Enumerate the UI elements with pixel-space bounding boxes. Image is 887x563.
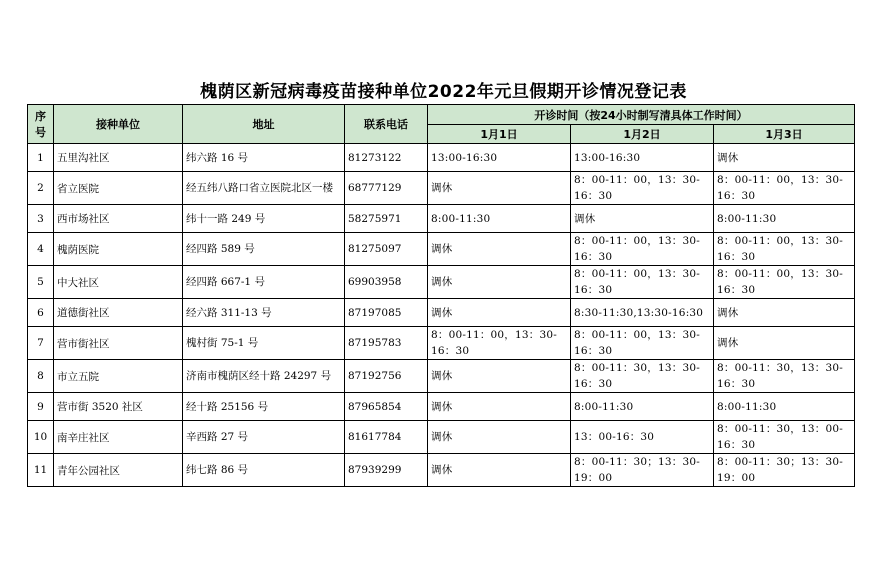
cell-jan3: 8:00-11:30 [714,393,855,421]
cell-unit: 营市街社区 [54,327,183,360]
cell-address: 经四路 589 号 [183,233,345,266]
cell-no: 4 [28,233,54,266]
header-no: 序号 [28,105,54,144]
cell-jan1: 调休 [428,233,571,266]
cell-unit: 青年公园社区 [54,454,183,487]
cell-address: 济南市槐荫区经十路 24297 号 [183,360,345,393]
table-row [28,266,855,299]
header-date-2: 1月2日 [571,125,714,144]
table-row [28,233,855,266]
cell-address: 经六路 311-13 号 [183,299,345,327]
cell-jan3: 8：00-11：00，13：30-16：30 [714,266,855,299]
cell-jan2: 8：00-11：00，13：30-16：30 [571,172,714,205]
cell-jan3: 8：00-11：30；13：30-19：00 [714,454,855,487]
cell-unit: 西市场社区 [54,205,183,233]
table-row [28,172,855,205]
cell-jan1: 调休 [428,393,571,421]
cell-address: 经十路 25156 号 [183,393,345,421]
cell-phone: 81275097 [345,233,428,266]
cell-phone: 58275971 [345,205,428,233]
table-row [28,360,855,393]
table-row [28,393,855,421]
cell-jan1: 8：00-11：00，13：30-16：30 [428,327,571,360]
cell-unit: 槐荫医院 [54,233,183,266]
table-row [28,205,855,233]
cell-jan1: 调休 [428,266,571,299]
cell-jan1: 调休 [428,172,571,205]
cell-jan1: 8:00-11:30 [428,205,571,233]
table-row [28,144,855,172]
header-phone: 联系电话 [345,105,428,144]
cell-phone: 69903958 [345,266,428,299]
header-hours-group: 开诊时间（按24小时制写清具体工作时间） [428,105,855,125]
cell-jan2: 调休 [571,205,714,233]
cell-unit: 南辛庄社区 [54,421,183,454]
header-date-3: 1月3日 [714,125,855,144]
cell-jan3: 8:00-11:30 [714,205,855,233]
cell-jan2: 8：00-11：00，13：30-16：30 [571,266,714,299]
cell-jan2: 13：00-16：30 [571,421,714,454]
cell-jan2: 8:00-11:30 [571,393,714,421]
cell-address: 辛西路 27 号 [183,421,345,454]
cell-no: 7 [28,327,54,360]
cell-no: 2 [28,172,54,205]
cell-unit: 道德街社区 [54,299,183,327]
cell-no: 5 [28,266,54,299]
cell-jan1: 调休 [428,454,571,487]
cell-no: 6 [28,299,54,327]
cell-jan1: 调休 [428,360,571,393]
header-unit: 接种单位 [54,105,183,144]
cell-unit: 五里沟社区 [54,144,183,172]
cell-jan1: 调休 [428,299,571,327]
cell-jan3: 调休 [714,327,855,360]
cell-jan3: 8：00-11：30，13：00-16：30 [714,421,855,454]
cell-jan3: 8：00-11：30，13：30-16：30 [714,360,855,393]
cell-jan1: 13:00-16:30 [428,144,571,172]
cell-jan3: 8：00-11：00，13：30-16：30 [714,172,855,205]
cell-unit: 营市街 3520 社区 [54,393,183,421]
cell-address: 纬十一路 249 号 [183,205,345,233]
cell-phone: 81617784 [345,421,428,454]
cell-unit: 中大社区 [54,266,183,299]
table-row [28,421,855,454]
header-date-1: 1月1日 [428,125,571,144]
cell-no: 9 [28,393,54,421]
cell-unit: 市立五院 [54,360,183,393]
cell-jan2: 8：00-11：30，13：30-16：30 [571,360,714,393]
cell-no: 3 [28,205,54,233]
cell-address: 经五纬八路口省立医院北区一楼 [183,172,345,205]
cell-phone: 87195783 [345,327,428,360]
cell-phone: 87965854 [345,393,428,421]
table-row [28,454,855,487]
cell-jan3: 8：00-11：00，13：30-16：30 [714,233,855,266]
document-title: 槐荫区新冠病毒疫苗接种单位2022年元旦假期开诊情况登记表 [200,82,687,102]
table-row [28,299,855,327]
cell-jan2: 8：00-11：30；13：30-19：00 [571,454,714,487]
cell-jan3: 调休 [714,144,855,172]
cell-unit: 省立医院 [54,172,183,205]
header-address: 地址 [183,105,345,144]
cell-phone: 68777129 [345,172,428,205]
cell-address: 纬六路 16 号 [183,144,345,172]
cell-phone: 87192756 [345,360,428,393]
table-row [28,327,855,360]
cell-no: 11 [28,454,54,487]
cell-jan1: 调休 [428,421,571,454]
cell-no: 8 [28,360,54,393]
cell-address: 经四路 667-1 号 [183,266,345,299]
cell-no: 10 [28,421,54,454]
cell-phone: 87939299 [345,454,428,487]
cell-phone: 81273122 [345,144,428,172]
cell-jan2: 8：00-11：00，13：30-16：30 [571,327,714,360]
cell-address: 纬七路 86 号 [183,454,345,487]
cell-jan2: 13:00-16:30 [571,144,714,172]
cell-jan3: 调休 [714,299,855,327]
cell-phone: 87197085 [345,299,428,327]
cell-no: 1 [28,144,54,172]
cell-address: 槐村街 75-1 号 [183,327,345,360]
cell-jan2: 8：00-11：00，13：30-16：30 [571,233,714,266]
cell-jan2: 8:30-11:30,13:30-16:30 [571,299,714,327]
registration-table [27,104,855,487]
